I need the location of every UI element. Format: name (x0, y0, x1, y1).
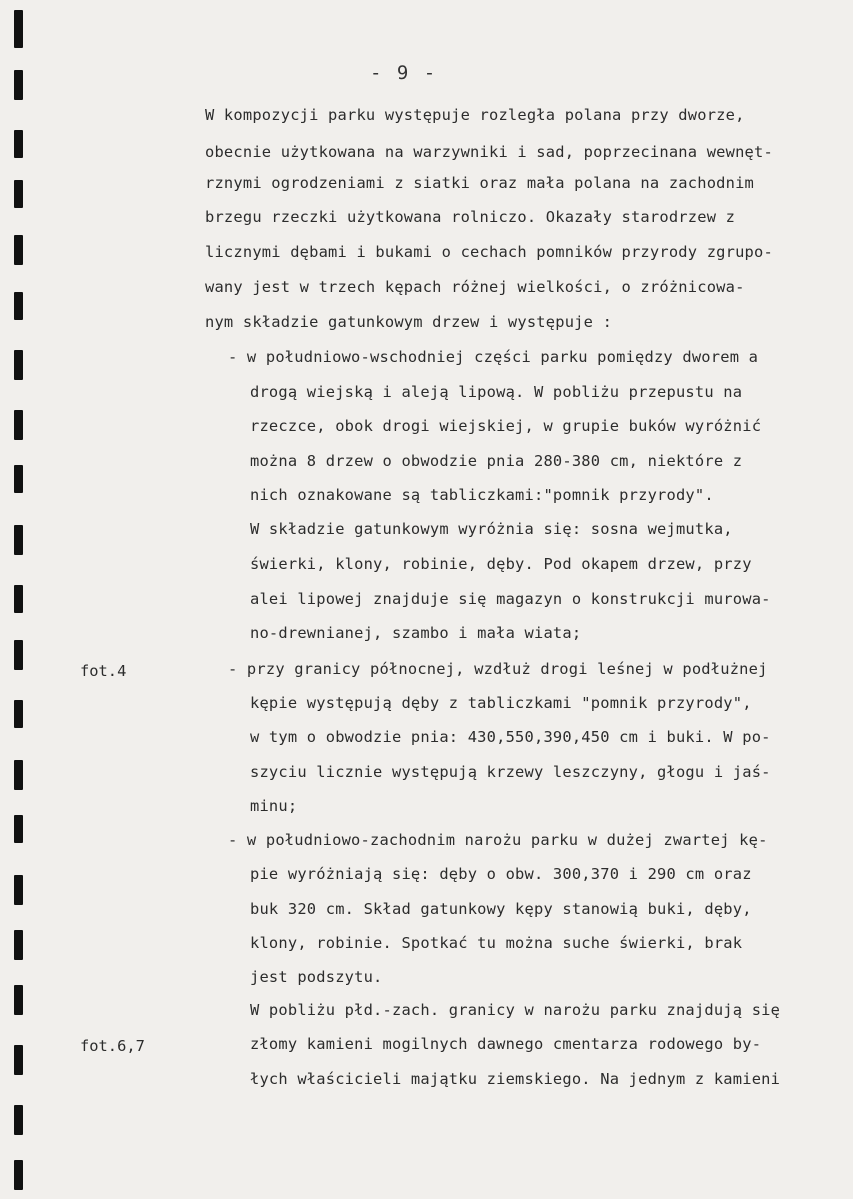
page-number: - 9 - (370, 62, 438, 84)
text-line: nich oznakowane są tabliczkami:"pomnik przyrody". (250, 486, 714, 504)
text-line: w tym o obwodzie pnia: 430,550,390,450 cm i buki. W po- (250, 728, 771, 746)
text-line: pie wyróżniają się: dęby o obw. 300,370 i 290 cm oraz (250, 865, 752, 883)
text-line: szyciu licznie występują krzewy leszczyny, głogu i jaś- (250, 763, 771, 781)
binding-hole (14, 525, 23, 555)
text-line: - przy granicy północnej, wzdłuż drogi leśnej w podłużnej (228, 660, 768, 678)
text-line: łych właścicieli majątku ziemskiego. Na jednym z kamieni (250, 1070, 781, 1088)
text-line: złomy kamieni mogilnych dawnego cmentarza rodowego by- (250, 1035, 762, 1053)
margin-note-photo-6-7: fot.6,7 (80, 1037, 145, 1055)
binding-hole (14, 1045, 23, 1075)
text-line: drogą wiejską i aleją lipową. W pobliżu przepustu na (250, 383, 743, 401)
binding-hole (14, 1105, 23, 1135)
text-line: rznymi ogrodzeniami z siatki oraz mała polana na zachodnim (205, 174, 755, 192)
margin-note-photo-4: fot.4 (80, 662, 127, 680)
binding-hole (14, 700, 23, 728)
binding-hole (14, 585, 23, 613)
binding-holes (0, 0, 40, 1199)
text-line: buk 320 cm. Skład gatunkowy kępy stanowią buki, dęby, (250, 900, 752, 918)
binding-hole (14, 70, 23, 100)
text-line: alei lipowej znajduje się magazyn o konstrukcji murowa- (250, 590, 771, 608)
text-line: brzegu rzeczki użytkowana rolniczo. Okazały starodrzew z (205, 208, 736, 226)
binding-hole (14, 985, 23, 1015)
binding-hole (14, 235, 23, 265)
binding-hole (14, 815, 23, 843)
text-line: jest podszytu. (250, 968, 383, 986)
text-line: minu; (250, 797, 298, 815)
binding-hole (14, 10, 23, 48)
text-line: można 8 drzew o obwodzie pnia 280-380 cm, niektóre z (250, 452, 743, 470)
text-line: obecnie użytkowana na warzywniki i sad, poprzecinana wewnęt- (205, 143, 773, 161)
text-line: kępie występują dęby z tabliczkami "pomnik przyrody", (250, 694, 752, 712)
binding-hole (14, 760, 23, 790)
text-line: klony, robinie. Spotkać tu można suche świerki, brak (250, 934, 743, 952)
binding-hole (14, 930, 23, 960)
binding-hole (14, 875, 23, 905)
text-line: nym składzie gatunkowym drzew i występuje : (205, 313, 613, 331)
text-line: - w południowo-wschodniej części parku pomiędzy dworem a (228, 348, 759, 366)
binding-hole (14, 292, 23, 320)
binding-hole (14, 180, 23, 208)
text-line: W kompozycji parku występuje rozległa polana przy dworze, (205, 106, 745, 124)
text-line: wany jest w trzech kępach różnej wielkości, o zróżnicowa- (205, 278, 745, 296)
text-line: świerki, klony, robinie, dęby. Pod okapem drzew, przy (250, 555, 752, 573)
binding-hole (14, 350, 23, 380)
binding-hole (14, 640, 23, 670)
binding-hole (14, 1160, 23, 1190)
text-line: W pobliżu płd.-zach. granicy w narożu parku znajdują się (250, 1001, 781, 1019)
text-line: W składzie gatunkowym wyróżnia się: sosna wejmutka, (250, 520, 733, 538)
binding-hole (14, 465, 23, 493)
text-line: no-drewnianej, szambo i mała wiata; (250, 624, 582, 642)
binding-hole (14, 410, 23, 440)
text-line: - w południowo-zachodnim narożu parku w dużej zwartej kę- (228, 831, 768, 849)
text-line: licznymi dębami i bukami o cechach pomników przyrody zgrupo- (205, 243, 773, 261)
binding-hole (14, 130, 23, 158)
text-line: rzeczce, obok drogi wiejskiej, w grupie buków wyróżnić (250, 417, 762, 435)
